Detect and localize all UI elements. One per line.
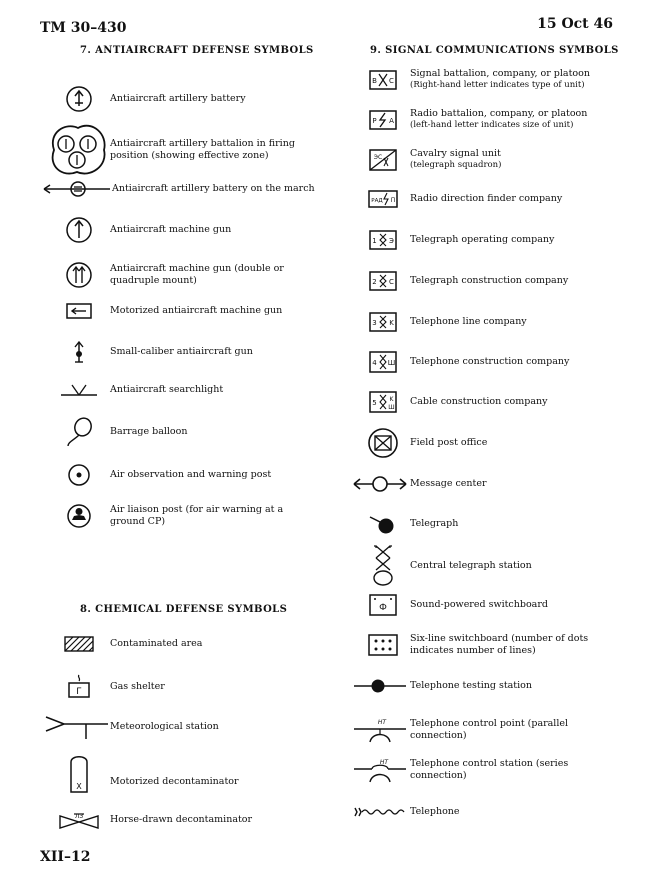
- telegraph-con-symbol-icon: [355, 271, 410, 291]
- meteorological-symbol-icon: [44, 714, 110, 740]
- entry-six-line: [355, 633, 625, 658]
- control-series-symbol-icon: [350, 756, 410, 784]
- cable-con-left: 5: [371, 399, 377, 407]
- telegraph-op-label: Telegraph operating company: [410, 233, 555, 245]
- entry-control-series: [350, 756, 630, 784]
- aa-mg-label: Antiaircraft machine gun: [110, 223, 232, 235]
- signal-bn-left-letter: B: [371, 76, 377, 85]
- radio-battalion-label: Radio battalion, company, or platoon: [410, 108, 588, 119]
- radio-bn-right-letter: A: [388, 116, 394, 125]
- gas-shelter-label: Gas shelter: [110, 680, 165, 692]
- telephone-con-label: Telephone construction company: [410, 355, 570, 367]
- message-center-label: Message center: [410, 477, 487, 489]
- horse-decon-label: Horse-drawn decontaminator: [110, 813, 253, 825]
- entry-horse-decon: [48, 810, 338, 830]
- aa-march-symbol-icon: [42, 180, 112, 198]
- aa-mg-double-symbol-icon: [48, 261, 110, 289]
- entry-sound-switchboard: [355, 594, 625, 616]
- entry-testing-station: [350, 678, 630, 694]
- entry-aa-mg-double: [48, 261, 338, 289]
- signal-battalion-label: Signal battalion, company, or platoon: [410, 68, 590, 79]
- document-date: 15 Oct 46: [537, 16, 613, 32]
- telephone-line-label: Telephone line company: [410, 315, 527, 327]
- horse-decon-symbol-icon: [48, 810, 110, 830]
- entry-control-parallel: [350, 716, 630, 744]
- telephone-con-right: Ш: [387, 359, 395, 367]
- entry-aa-battalion: [44, 122, 334, 178]
- signal-bn-right-letter: C: [388, 76, 394, 85]
- testing-station-label: Telephone testing station: [410, 679, 533, 691]
- telegraph-con-left: 2: [371, 278, 377, 286]
- searchlight-label: Antiaircraft searchlight: [110, 383, 224, 395]
- telegraph-con-label: Telegraph construction company: [410, 274, 569, 286]
- entry-searchlight: [48, 382, 338, 398]
- aa-battalion-label: Antiaircraft artillery battalion in firing position (showing effective zone): [110, 137, 295, 161]
- entry-telephone-con: [355, 351, 625, 373]
- cable-con-right-bottom: Ш: [387, 404, 395, 411]
- radio-df-label: Radio direction finder company: [410, 192, 563, 204]
- signal-battalion-note: (Right-hand letter indicates type of unit): [410, 80, 585, 91]
- cavalry-signal-note: (telegraph squadron): [410, 160, 502, 171]
- radio-battalion-note: (left-hand letter indicates size of unit): [410, 120, 574, 131]
- telegraph-con-right: C: [388, 278, 394, 286]
- air-obs-label: Air observation and warning post: [110, 468, 272, 480]
- sound-switchboard-label: Sound-powered switchboard: [410, 598, 548, 610]
- cable-con-symbol-icon: [355, 391, 410, 413]
- radio-df-symbol-icon: [355, 190, 410, 208]
- entry-balloon: [48, 416, 338, 448]
- testing-station-symbol-icon: [350, 678, 410, 694]
- control-parallel-label: Telephone control point (parallel connection): [410, 717, 569, 741]
- motorized-mg-label: Motorized antiaircraft machine gun: [110, 304, 283, 316]
- message-center-symbol-icon: [350, 475, 410, 493]
- telephone-line-symbol-icon: [355, 312, 410, 332]
- telegraph-label: Telegraph: [410, 517, 459, 529]
- entry-air-liaison: [48, 503, 338, 529]
- entry-contaminated: [48, 636, 338, 652]
- cable-con-label: Cable construction company: [410, 395, 548, 407]
- section-title-chemical: 8. CHEMICAL DEFENSE SYMBOLS: [80, 604, 288, 615]
- entry-telegraph-con: [355, 271, 625, 291]
- radio-df-left-letters: РАД: [370, 198, 383, 204]
- six-line-switchboard-symbol-icon: [355, 634, 410, 656]
- sound-switchboard-symbol-icon: [355, 594, 410, 616]
- aa-mg-symbol-icon: [48, 216, 110, 244]
- telephone-label: Telephone: [410, 805, 460, 817]
- entry-motorized-decon: [48, 752, 338, 794]
- telegraph-symbol-icon: [355, 513, 410, 535]
- air-obs-symbol-icon: [48, 463, 110, 487]
- section-title-antiaircraft: 7. ANTIAIRCRAFT DEFENSE SYMBOLS: [80, 45, 314, 56]
- balloon-symbol-icon: [48, 416, 110, 448]
- entry-signal-battalion: [355, 68, 625, 91]
- entry-meteorological: [44, 714, 344, 740]
- control-series-label: Telephone control station (series connection): [410, 757, 569, 781]
- aa-march-label: Antiaircraft artillery battery on the march: [112, 182, 315, 194]
- entry-field-post: [355, 427, 625, 459]
- motorized-decon-letter: X: [76, 782, 82, 791]
- telegraph-op-symbol-icon: [355, 230, 410, 250]
- cavalry-signal-symbol-icon: [355, 149, 410, 171]
- motorized-decon-symbol-icon: [48, 752, 110, 794]
- cable-con-right-top: K: [389, 396, 393, 403]
- entry-small-caliber: [48, 340, 338, 364]
- motorized-mg-symbol-icon: [48, 302, 110, 320]
- aa-mg-double-label: Antiaircraft machine gun (double or quadruple mount): [110, 262, 284, 286]
- radio-df-right-letter: П: [390, 197, 395, 204]
- entry-cavalry-signal: [355, 148, 625, 171]
- central-telegraph-symbol-icon: [355, 544, 410, 588]
- section-title-signal: 9. SIGNAL COMMUNICATIONS SYMBOLS: [370, 45, 619, 56]
- telephone-line-right: K: [388, 319, 394, 327]
- entry-message-center: [350, 475, 630, 493]
- horse-decon-letters: ЛЗ: [74, 813, 84, 820]
- cavalry-signal-label: Cavalry signal unit: [410, 148, 501, 159]
- small-caliber-label: Small-caliber antiaircraft gun: [110, 345, 253, 357]
- entry-cable-con: [355, 391, 625, 413]
- searchlight-symbol-icon: [48, 382, 110, 398]
- telephone-line-left: 3: [371, 319, 377, 327]
- gas-shelter-symbol-icon: [48, 673, 110, 701]
- field-post-symbol-icon: [355, 427, 410, 459]
- gas-shelter-letter: Г: [76, 687, 82, 697]
- entry-telegraph-op: [355, 230, 625, 250]
- cavalry-letters: ЭС: [373, 153, 382, 161]
- aa-battery-symbol-icon: [48, 84, 110, 114]
- entry-air-obs: [48, 463, 338, 487]
- entry-aa-mg: [48, 216, 338, 244]
- aa-battery-label: Antiaircraft artillery battery: [110, 92, 246, 104]
- document-id: TM 30–430: [40, 20, 127, 36]
- telegraph-op-left: 1: [371, 237, 377, 245]
- entry-telephone: [350, 804, 630, 820]
- page-number: XII–12: [40, 849, 91, 865]
- field-post-label: Field post office: [410, 436, 488, 448]
- contaminated-area-symbol-icon: [48, 636, 110, 652]
- entry-radio-df: [355, 190, 625, 208]
- entry-aa-motorized-mg: [48, 302, 338, 320]
- control-series-letters: НТ: [379, 759, 389, 766]
- aa-battalion-symbol-icon: [44, 122, 110, 178]
- telephone-symbol-icon: [350, 804, 410, 820]
- entry-radio-battalion: [355, 108, 635, 131]
- balloon-label: Barrage balloon: [110, 425, 188, 437]
- telephone-con-symbol-icon: [355, 351, 410, 373]
- telegraph-op-right: Э: [388, 237, 394, 245]
- entry-telephone-line: [355, 312, 625, 332]
- radio-battalion-symbol-icon: [355, 110, 410, 130]
- air-liaison-symbol-icon: [48, 503, 110, 529]
- contaminated-area-label: Contaminated area: [110, 637, 203, 649]
- signal-battalion-symbol-icon: [355, 70, 410, 90]
- sound-switchboard-letter: Ф: [378, 603, 387, 613]
- central-telegraph-label: Central telegraph station: [410, 559, 532, 571]
- six-line-switchboard-label: Six-line switchboard (number of dots indicates number of lines): [410, 633, 589, 657]
- entry-aa-march: [42, 180, 342, 198]
- entry-aa-battery: [48, 84, 338, 114]
- telephone-con-left: 4: [371, 359, 377, 367]
- control-parallel-symbol-icon: [350, 716, 410, 744]
- entry-telegraph: [355, 513, 625, 535]
- small-caliber-symbol-icon: [48, 340, 110, 364]
- control-parallel-letters: НТ: [377, 719, 387, 726]
- meteorological-label: Meteorological station: [110, 720, 219, 732]
- entry-central-telegraph: [355, 544, 625, 588]
- motorized-decon-label: Motorized decontaminator: [110, 775, 239, 787]
- air-liaison-label: Air liaison post (for air warning at a ground CP): [110, 503, 284, 527]
- radio-bn-left-letter: P: [371, 116, 377, 125]
- entry-gas-shelter: [48, 673, 338, 701]
